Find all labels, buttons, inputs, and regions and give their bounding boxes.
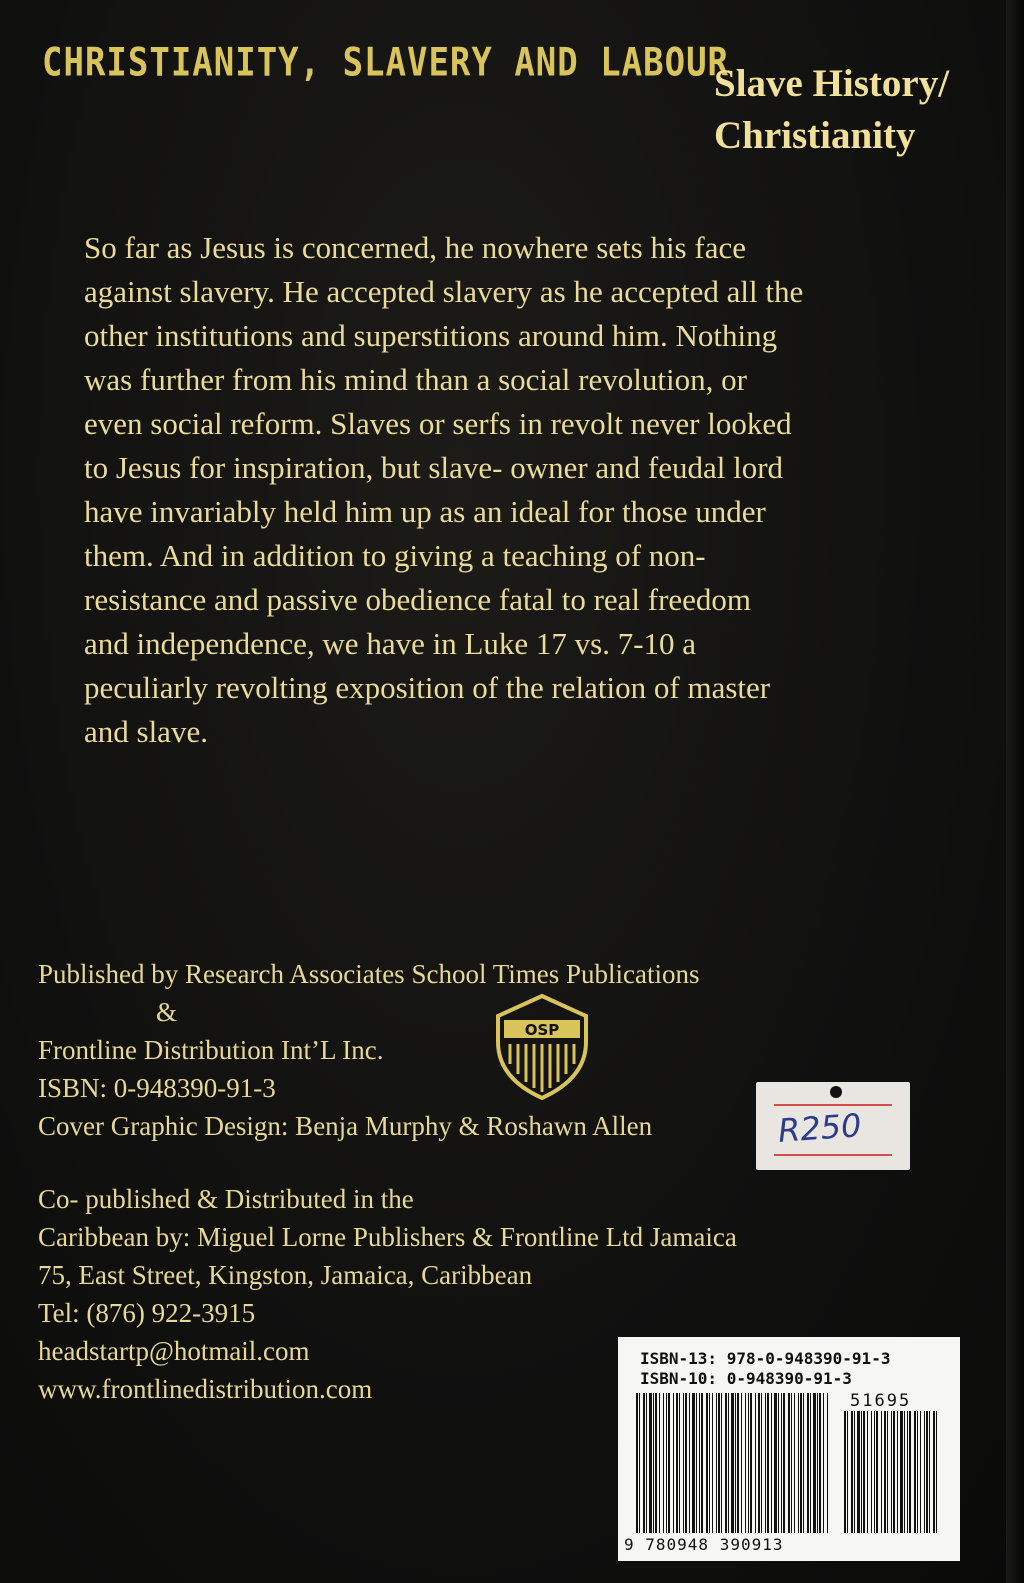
copublisher-line-1: Co- published & Distributed in the bbox=[38, 1184, 414, 1214]
barcode-bar bbox=[933, 1411, 935, 1533]
sticker-hole bbox=[830, 1086, 842, 1098]
barcode-bar bbox=[897, 1411, 898, 1533]
barcode-bar bbox=[639, 1393, 640, 1533]
blurb-line: peculiarly revolting exposition of the relation of master bbox=[84, 670, 771, 705]
barcode-bar bbox=[701, 1393, 703, 1533]
barcode-bar bbox=[891, 1411, 892, 1533]
barcode-bar bbox=[683, 1393, 684, 1533]
barcode-bar bbox=[867, 1411, 868, 1533]
barcode-bar bbox=[778, 1393, 779, 1533]
barcode-bar bbox=[676, 1393, 678, 1533]
barcode-bar bbox=[709, 1393, 710, 1533]
barcode-bar bbox=[663, 1393, 664, 1533]
barcode-bar bbox=[861, 1411, 862, 1533]
barcode-bar bbox=[646, 1393, 647, 1533]
barcode-bar bbox=[721, 1393, 722, 1533]
category-line-1: Slave History/ bbox=[714, 62, 950, 105]
barcode-bar bbox=[798, 1393, 799, 1533]
barcode-bar bbox=[871, 1411, 872, 1533]
barcode-bar bbox=[673, 1393, 674, 1533]
barcode-addon-digits: 51695 bbox=[850, 1391, 912, 1411]
isbn13-label: ISBN-13: 978-0-948390-91-3 bbox=[640, 1349, 891, 1368]
barcode-bar bbox=[874, 1411, 875, 1533]
barcode-bar bbox=[668, 1393, 670, 1533]
publisher-ampersand: & bbox=[156, 997, 178, 1027]
copublisher-address: 75, East Street, Kingston, Jamaica, Caribbean bbox=[38, 1260, 533, 1290]
copublisher-tel: Tel: (876) 922-3915 bbox=[38, 1298, 256, 1328]
blurb-text bbox=[84, 226, 944, 754]
barcode-bar bbox=[750, 1393, 752, 1533]
barcode-bar bbox=[725, 1393, 727, 1533]
spine-edge bbox=[1006, 0, 1024, 1583]
handwritten-price: R250 bbox=[776, 1106, 863, 1150]
barcode-bar bbox=[851, 1411, 853, 1533]
barcode-bar bbox=[689, 1393, 690, 1533]
barcode-bar bbox=[755, 1393, 756, 1533]
barcode-bar bbox=[741, 1393, 742, 1533]
isbn10-label: ISBN-10: 0-948390-91-3 bbox=[640, 1369, 852, 1388]
blurb-line: even social reform. Slaves or serfs in revolt never looked bbox=[84, 406, 792, 441]
barcode-bar bbox=[810, 1393, 811, 1533]
barcode-bar bbox=[735, 1393, 736, 1533]
cover-design-credit: Cover Graphic Design: Benja Murphy & Roshawn Allen bbox=[38, 1111, 653, 1141]
barcode-bar bbox=[737, 1393, 739, 1533]
osp-shield-logo bbox=[494, 992, 590, 1102]
barcode-bar bbox=[692, 1393, 695, 1533]
barcode-bar bbox=[819, 1393, 821, 1533]
barcode-panel bbox=[618, 1337, 960, 1561]
copublisher-line-2: Caribbean by: Miguel Lorne Publishers & Frontline Ltd Jamaica bbox=[38, 1222, 737, 1252]
barcode-bar bbox=[857, 1411, 860, 1533]
publisher-isbn: ISBN: 0-948390-91-3 bbox=[38, 1073, 276, 1103]
barcode-digits: 9 780948 390913 bbox=[624, 1535, 784, 1554]
publisher-line-1: Published by Research Associates School Times Publications bbox=[38, 959, 700, 989]
blurb-line: and independence, we have in Luke 17 vs. 7-10 a bbox=[84, 626, 697, 661]
blurb-line: was further from his mind than a social revolution, or bbox=[84, 362, 747, 397]
barcode-bar bbox=[847, 1411, 848, 1533]
sticker-rule-bottom bbox=[774, 1154, 892, 1156]
barcode-bar bbox=[926, 1411, 928, 1533]
series-title: CHRISTIANITY, SLAVERY AND LABOUR bbox=[42, 40, 730, 86]
barcode-bar bbox=[765, 1393, 766, 1533]
barcode-bar bbox=[728, 1393, 729, 1533]
barcode-bar bbox=[823, 1393, 824, 1533]
publisher-line-2: Frontline Distribution Int’L Inc. bbox=[38, 1035, 384, 1065]
barcode-bar bbox=[699, 1393, 700, 1533]
barcode-bar bbox=[803, 1393, 804, 1533]
barcode-bar bbox=[854, 1411, 855, 1533]
barcode-bar bbox=[712, 1393, 713, 1533]
blurb-line: other institutions and superstitions around him. Nothing bbox=[84, 318, 778, 353]
publisher-info bbox=[38, 955, 858, 1145]
barcode-bar bbox=[655, 1393, 657, 1533]
category-line-2: Christianity bbox=[714, 114, 916, 157]
barcode-bar bbox=[685, 1393, 687, 1533]
category-label bbox=[714, 58, 1004, 162]
barcode-bar bbox=[791, 1393, 792, 1533]
barcode-bar bbox=[636, 1393, 638, 1533]
barcode-bar bbox=[800, 1393, 802, 1533]
barcode-bar bbox=[893, 1411, 895, 1533]
barcode-bar bbox=[827, 1393, 828, 1533]
barcode-bar bbox=[774, 1393, 777, 1533]
barcode-bar bbox=[929, 1411, 930, 1533]
blurb-line: and slave. bbox=[84, 714, 208, 749]
barcode-bar bbox=[900, 1411, 903, 1533]
barcode-bar bbox=[767, 1393, 769, 1533]
barcode-bar bbox=[659, 1393, 660, 1533]
copublisher-website: www.frontlinedistribution.com bbox=[38, 1374, 373, 1404]
barcode-bar bbox=[781, 1393, 782, 1533]
barcode-bar bbox=[924, 1411, 925, 1533]
barcode-bar bbox=[817, 1393, 818, 1533]
barcode-bar bbox=[706, 1393, 708, 1533]
barcode-bar bbox=[649, 1393, 652, 1533]
blurb-line: have invariably held him up as an ideal for those under bbox=[84, 494, 766, 529]
barcode-bar bbox=[914, 1411, 916, 1533]
barcode-bar bbox=[887, 1411, 888, 1533]
blurb-line: against slavery. He accepted slavery as he accepted all the bbox=[84, 274, 804, 309]
ean-barcode bbox=[636, 1393, 832, 1533]
blurb-line: to Jesus for inspiration, but slave- owner and feudal lord bbox=[84, 450, 784, 485]
barcode-bar bbox=[807, 1393, 809, 1533]
barcode-bar bbox=[920, 1411, 921, 1533]
logo-text: OSP bbox=[524, 1021, 560, 1039]
barcode-bar bbox=[881, 1411, 882, 1533]
barcode-bar bbox=[904, 1411, 905, 1533]
barcode-bar bbox=[917, 1411, 918, 1533]
barcode-bar bbox=[876, 1411, 878, 1533]
barcode-bar bbox=[643, 1393, 645, 1533]
price-sticker bbox=[756, 1082, 910, 1170]
barcode-bar bbox=[731, 1393, 734, 1533]
addon-barcode bbox=[844, 1411, 940, 1533]
blurb-line: So far as Jesus is concerned, he nowhere sets his face bbox=[84, 230, 746, 265]
barcode-bar bbox=[907, 1411, 908, 1533]
barcode-bar bbox=[748, 1393, 749, 1533]
barcode-bar bbox=[936, 1411, 937, 1533]
barcode-bar bbox=[771, 1393, 772, 1533]
barcode-bar bbox=[653, 1393, 654, 1533]
barcode-bar bbox=[788, 1393, 790, 1533]
barcode-bar bbox=[884, 1411, 886, 1533]
barcode-bar bbox=[666, 1393, 667, 1533]
barcode-bar bbox=[679, 1393, 680, 1533]
barcode-bar bbox=[783, 1393, 785, 1533]
barcode-bar bbox=[745, 1393, 746, 1533]
barcode-bar bbox=[863, 1411, 865, 1533]
barcode-bar bbox=[794, 1393, 795, 1533]
barcode-bar bbox=[716, 1393, 717, 1533]
blurb-line: them. And in addition to giving a teaching of non- bbox=[84, 538, 706, 573]
barcode-bar bbox=[696, 1393, 697, 1533]
barcode-bar bbox=[718, 1393, 720, 1533]
barcode-bar bbox=[761, 1393, 762, 1533]
copublisher-email: headstartp@hotmail.com bbox=[38, 1336, 310, 1366]
barcode-bar bbox=[813, 1393, 816, 1533]
barcode-bar bbox=[909, 1411, 911, 1533]
barcode-bar bbox=[844, 1411, 846, 1533]
barcode-bar bbox=[758, 1393, 760, 1533]
blurb-line: resistance and passive obedience fatal to real freedom bbox=[84, 582, 752, 617]
